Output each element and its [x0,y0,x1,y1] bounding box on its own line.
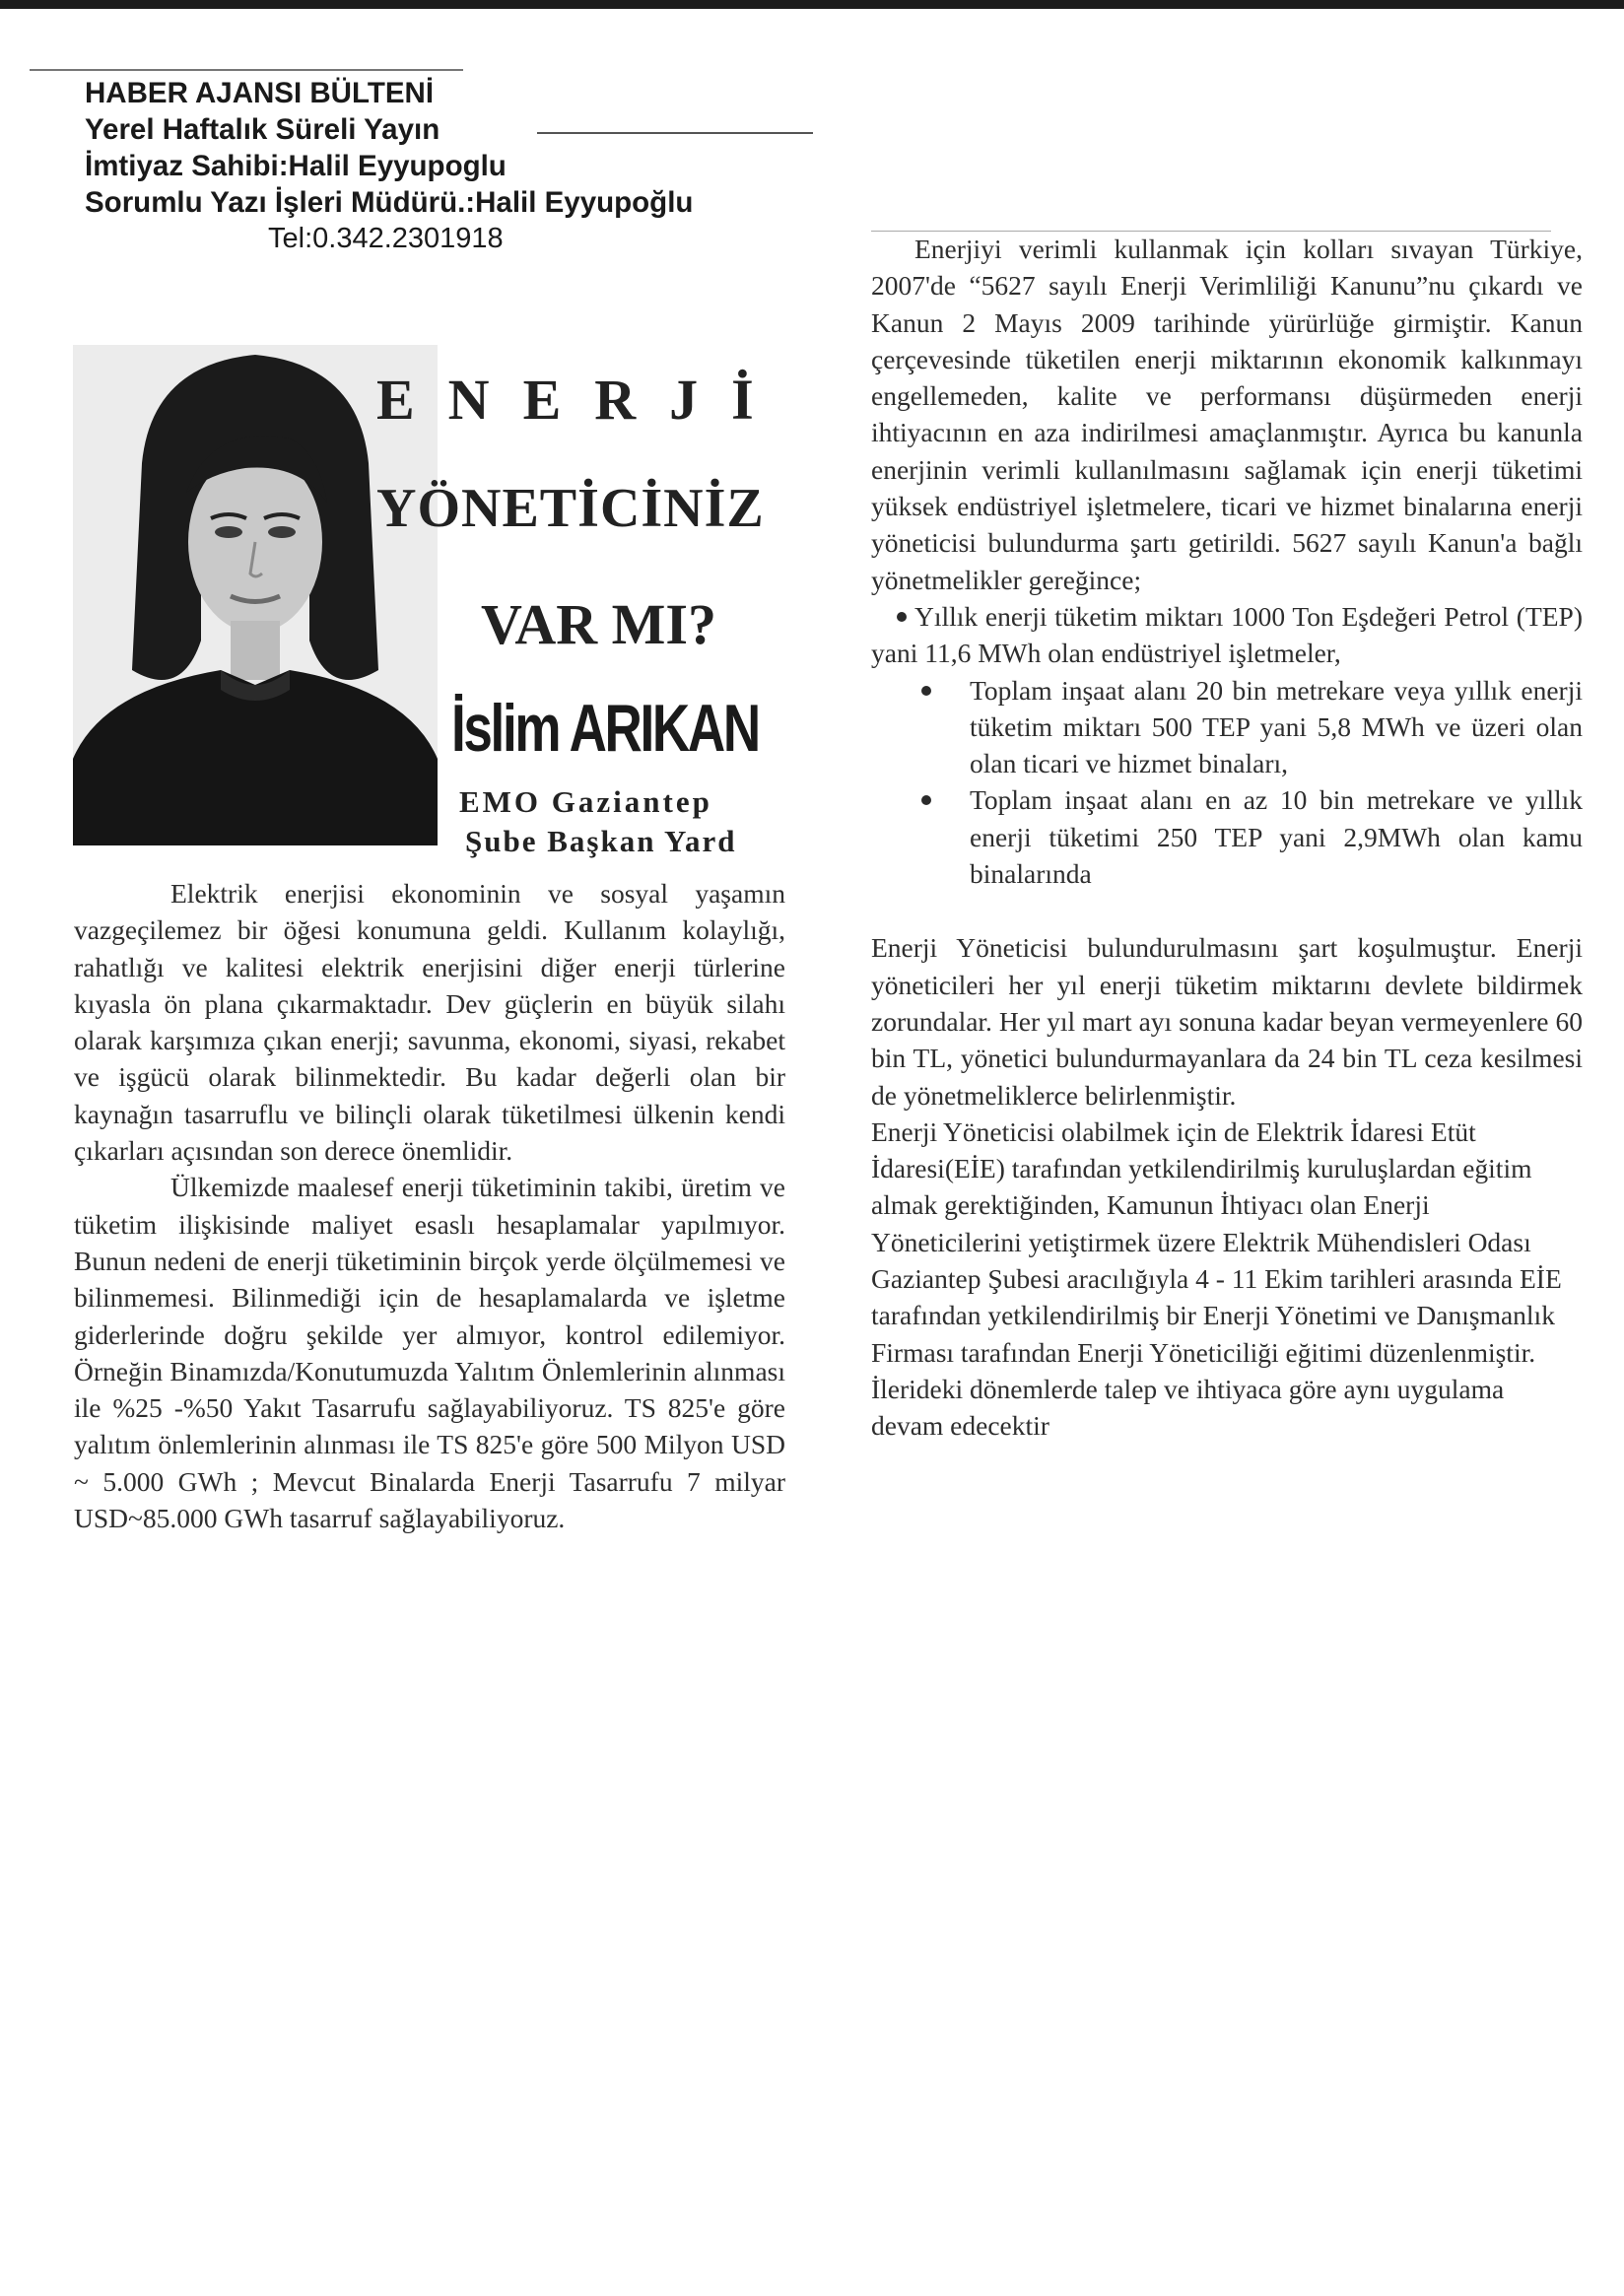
masthead-top-rule [30,69,463,71]
list-item [871,672,1583,782]
right-column [871,231,1583,1445]
left-paragraph-2: Ülkemizde maalesef enerji tüketiminin takibi, üretim ve tüketim ilişkisinde maliyet esaslı hesaplamalar yapılmıyor. Bunun nedeni de enerji tüketiminin birçok yerde ölçülmemesi ve bilinmemesi. Bilinmediği için de hesaplamalarda ve işletme giderlerinde doğru şekilde yer almıyor, kontrol edilemiyor. Örneğin Binamızda/Konutumuzda Yalıtım Önlemlerinin alınması ile %25 -%50 Yakıt Tasarrufu sağlayabiliyoruz. TS 825'e göre yalıtım önlemlerinin alınması ile TS 825'e göre 500 Milyon USD ~ 5.000 GWh ; Mevcut Binalarda Enerji Tasarrufu 7 milyar USD~85.000 GWh tasarruf sağlayabiliyoruz. [74,1172,785,1534]
right-paragraph-1: Enerjiyi verimli kullanmak için kolları sıvayan Türkiye, 2007'de “5627 sayılı Enerji Verimliliği Kanunu”nu çıkardı ve Kanun 2 Mayıs 2009 tarihinde yürürlüğe girmiştir. Kanun çerçevesinde tüketilen enerji miktarının ekonomik kalkınmayı engellemeden, kalite ve performansı düşürmeden enerji ihtiyacının en aza indirilmesi amaçlanmıştır. Ayrıca bu kanunla enerjinin verimli kullanılmasını sağlamak için enerji tüketimi yüksek endüstriyel işletmelere, ticari ve hizmet binalarına enerji yöneticisi bulundurma şartı getirildi. 5627 sayılı Kanun'a bağlı yönetmelikler gereğince; [871,234,1583,595]
headline-line-1: ENERJİ [376,368,787,432]
left-column [74,875,785,1536]
headline-line-3: VAR MI? [481,592,716,656]
masthead-owner: İmtiyaz Sahibi:Halil Eyyupoglu [85,150,507,182]
bullet-icon [921,686,931,696]
bullet-icon [921,795,931,805]
masthead-title: HABER AJANSI BÜLTENİ [85,77,435,109]
list-item [871,598,1583,672]
masthead-subtitle: Yerel Haftalık Süreli Yayın [85,113,440,146]
author-role: Şube Başkan Yard [465,824,737,858]
masthead-editor: Sorumlu Yazı İşleri Müdürü.:Halil Eyyupoğlu [85,186,694,219]
author-name: İslim ARIKAN [451,691,759,766]
masthead [85,75,834,257]
right-paragraph-3: Enerji Yöneticisi olabilmek için de Elektrik İdaresi Etüt İdaresi(EİE) tarafından yetkilendirilmiş kuruluşlardan eğitim almak gerektiğinden, Kamunun İhtiyacı olan Enerji Yöneticilerini yetiştirmek üzere Elektrik Mühendisleri Odası Gaziantep Şubesi aracılığıyla 4 - 11 Ekim tarihleri arasında EİE tarafından yetkilendirilmiş bir Enerji Yönetimi ve Danışmanlık Firması tarafından Enerji Yöneticiliği eğitimi düzenlenmiştir. İlerideki dönemlerde talep ve ihtiyaca göre aynı uygulama devam edecektir [871,1115,1562,1442]
list-item [871,781,1583,892]
list-item-text: Toplam inşaat alanı en az 10 bin metrekare ve yıllık enerji tüketimi 250 TEP yani 2,9MWh olan kamu binalarında [970,784,1583,890]
headline-line-2: YÖNETİCİNİZ [376,478,765,539]
masthead-phone: Tel:0.342.2301918 [268,223,504,254]
list-item-text: Yıllık enerji tüketim miktarı 1000 Ton Eşdeğeri Petrol (TEP) yani 11,6 MWh olan endüstriyel işletmeler, [871,600,1583,669]
requirements-list [871,598,1583,892]
scan-top-edge [0,0,1624,9]
paragraph-gap [871,892,1583,929]
author-organization: EMO Gaziantep [459,784,712,819]
bullet-icon [897,612,907,622]
masthead-rule [537,132,813,134]
right-paragraph-2: Enerji Yöneticisi bulundurulmasını şart koşulmuştur. Enerji yöneticileri her yıl enerji tüketim miktarını devlete bildirmek zorundalar. Her yıl mart ayı sonuna kadar beyan vermeyenlere 60 bin TL, yönetici bulundurmayanlara da 24 bin TL ceza kesilmesi de yönetmeliklerce belirlenmiştir. [871,932,1583,1111]
left-paragraph-1: Elektrik enerjisi ekonominin ve sosyal yaşamın vazgeçilemez bir öğesi konumuna geldi. Kullanım kolaylığı, rahatlığı ve kalitesi elektrik enerjisini diğer enerji türlerine kıyasla ön plana çıkarmaktadır. Dev güçlerin en büyük silahı olarak karşımıza çıkan enerji; savunma, ekonomi, siyasi, rekabet ve işgücü olarak bilinmektedir. Bu kadar değerli olan bir kaynağın tasarruflu ve bilinçli olarak tüketilmesi ülkenin kendi çıkarları açısından son derece önemlidir. [74,878,785,1167]
list-item-text: Toplam inşaat alanı 20 bin metrekare veya yıllık enerji tüketim miktarı 500 TEP yani 5,8 MWh ve üzeri olan olan ticari ve hizmet binaları, [970,674,1583,779]
